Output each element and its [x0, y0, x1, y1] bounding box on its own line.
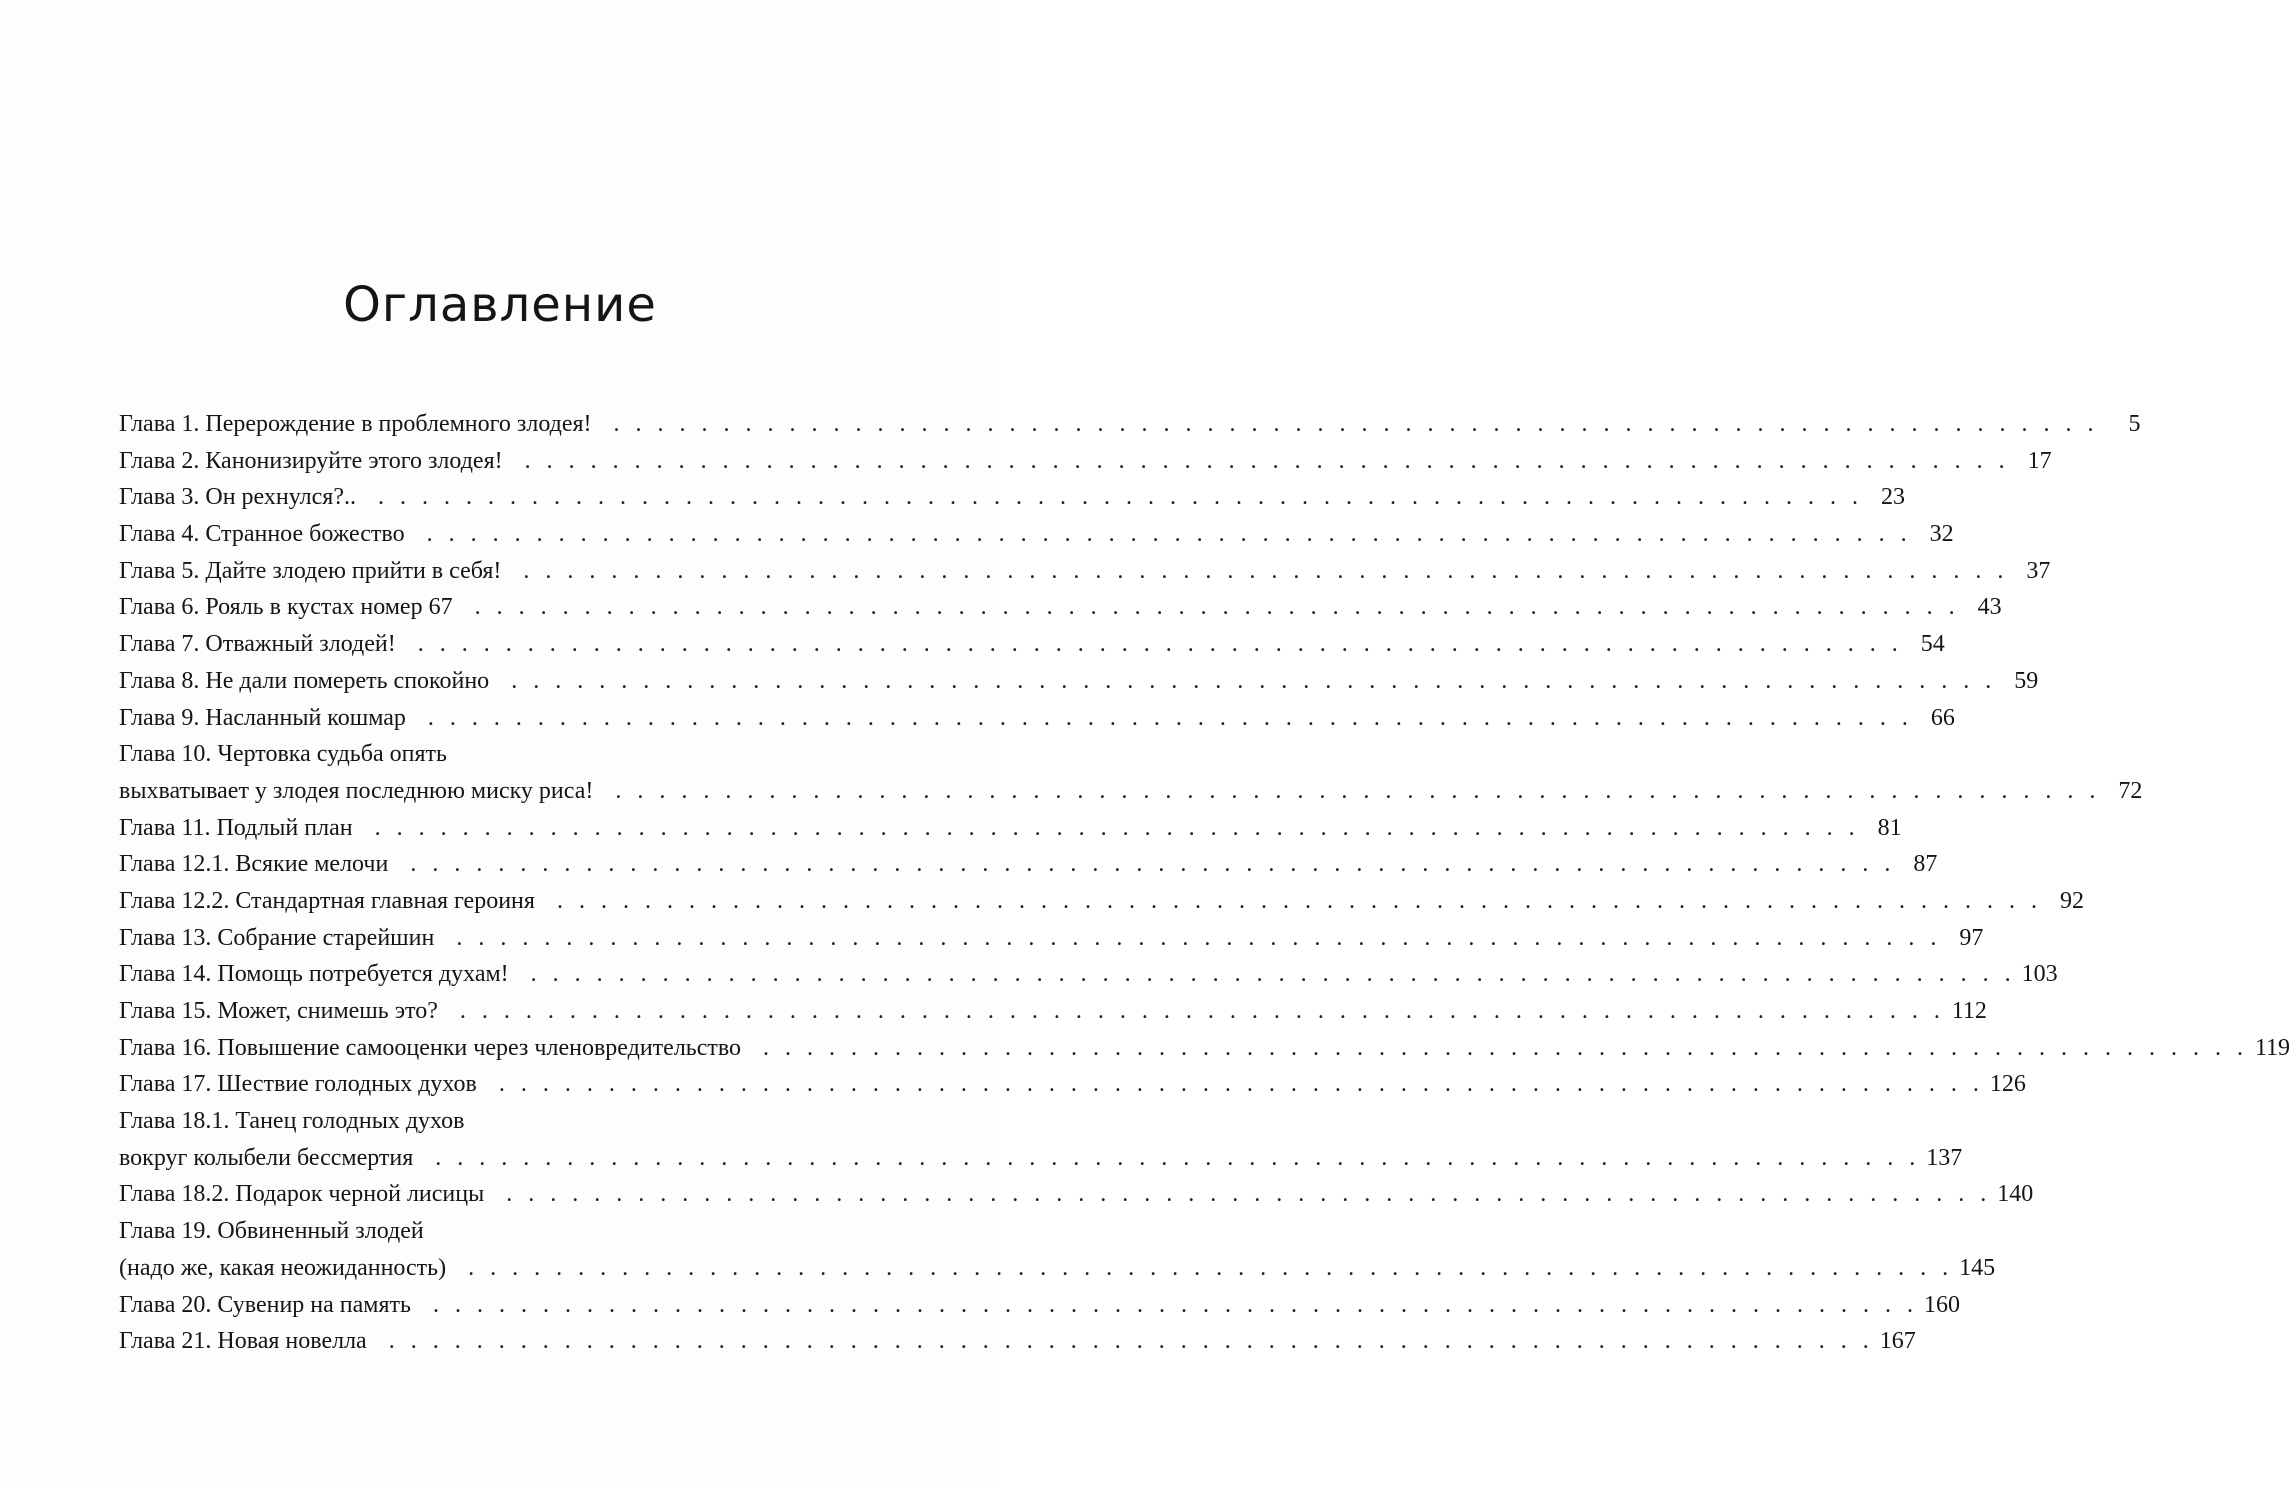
toc-entry-title: Глава 18.1. Танец голодных духов [119, 1108, 465, 1135]
toc-entry-title: Глава 14. Помощь потребуется духам! [119, 961, 509, 988]
toc-entry-title: Глава 15. Может, снимешь это? [119, 998, 438, 1024]
toc-entry-title: Глава 1. Перерождение в проблемного злодея! [119, 411, 592, 437]
toc-entry-title: Глава 20. Сувенир на память [119, 1291, 411, 1318]
dot-leader: . . . . . . . . . . . . . . . . . . . . . . . . . . . . . . . . . . . . . . . . . . . . . . . . . . . . . . . . . . . . . . . . . . . . [459, 998, 1945, 1024]
toc-entry [119, 773, 2143, 810]
dot-leader: . . . . . . . . . . . . . . . . . . . . . . . . . . . . . . . . . . . . . . . . . . . . . . . . . . . . . . . . . . . . . . . . . . . . [374, 814, 1860, 841]
dot-leader: . . . . . . . . . . . . . . . . . . . . . . . . . . . . . . . . . . . . . . . . . . . . . . . . . . . . . . . . . . . . . . . . . . . . [511, 667, 1997, 694]
toc-entry-title: Глава 19. Обвиненный злодей [119, 1218, 424, 1245]
toc-page-number: 87 [1913, 851, 1938, 878]
toc-entry [119, 1250, 1996, 1287]
toc-entry [119, 626, 1945, 663]
toc-entry-title: Глава 3. Он рехнулся?.. [119, 484, 356, 511]
dot-leader: . . . . . . . . . . . . . . . . . . . . . . . . . . . . . . . . . . . . . . . . . . . . . . . . . . . . . . . . . . . . . . . . . . . . [378, 484, 1863, 511]
toc-page-number: 140 [1997, 1181, 2034, 1208]
toc-entry [119, 1213, 927, 1250]
toc-entry [119, 1287, 1960, 1324]
dot-leader: . . . . . . . . . . . . . . . . . . . . . . . . . . . . . . . . . . . . . . . . . . . . . . . . . . . . . . . . . . . . . . . . . . . . [417, 631, 1903, 658]
toc-entry-title: Глава 5. Дайте злодею прийти в себя! [119, 557, 502, 584]
toc-page-number: 145 [1959, 1254, 1996, 1281]
toc-entry-title: Глава 8. Не дали помереть спокойно [119, 667, 490, 694]
toc-entry-title: Глава 18.2. Подарок черной лисицы [119, 1181, 485, 1208]
toc-entry-title: Глава 12.1. Всякие мелочи [119, 851, 389, 878]
toc-page-number: 97 [1959, 924, 1984, 951]
toc-page-number: 112 [1951, 998, 1987, 1024]
toc-page-number: 17 [2027, 447, 2052, 474]
dot-leader: . . . . . . . . . . . . . . . . . . . . . . . . . . . . . . . . . . . . . . . . . . . . . . . . . . . . . . . . . . . . . . . . . . . . [388, 1328, 1874, 1355]
dot-leader: . . . . . . . . . . . . . . . . . . . . . . . . . . . . . . . . . . . . . . . . . . . . . . . . . . . . . . . . . . . . . . . . . . . . [426, 521, 1912, 548]
toc-entry [119, 920, 1984, 957]
toc-page-number: 92 [2059, 887, 2084, 914]
toc-entry [119, 1030, 2290, 1067]
toc-page-number: 54 [1920, 631, 1945, 658]
toc-entry-title: Глава 11. Подлый план [119, 814, 353, 841]
toc-entry [119, 443, 2052, 480]
dot-leader: . . . . . . . . . . . . . . . . . . . . . . . . . . . . . . . . . . . . . . . . . . . . . . . . . . . . . . . . . . . . . . . . . . . . [524, 447, 2010, 474]
toc-page-number: 32 [1929, 521, 1954, 548]
toc-entry [119, 736, 927, 773]
toc-entry [119, 956, 2058, 993]
dot-leader: . . . . . . . . . . . . . . . . . . . . . . . . . . . . . . . . . . . . . . . . . . . . . . . . . . . . . . . . . . . . . . . . . . . . [468, 1254, 1954, 1281]
dot-leader: . . . . . . . . . . . . . . . . . . . . . . . . . . . . . . . . . . . . . . . . . . . . . . . . . . . . . . . . . . . . . . . . . . . . [456, 924, 1942, 951]
toc-entry-title: Глава 6. Рояль в кустах номер 67 [119, 594, 453, 621]
toc-entry-title: (надо же, какая неожиданность) [119, 1254, 447, 1281]
toc-page-number: 5 [2128, 411, 2141, 437]
toc-entry-title: Глава 7. Отважный злодей! [119, 631, 396, 658]
dot-leader: . . . . . . . . . . . . . . . . . . . . . . . . . . . . . . . . . . . . . . . . . . . . . . . . . . . . . . . . . . . . . . . . . . . . [613, 411, 2099, 437]
toc-entry [119, 1066, 2026, 1103]
dot-leader: . . . . . . . . . . . . . . . . . . . . . . . . . . . . . . . . . . . . . . . . . . . . . . . . . . . . . . . . . . . . . . . . . . . . [435, 1144, 1921, 1171]
toc-entry-title: Глава 12.2. Стандартная главная героиня [119, 887, 535, 914]
dot-leader: . . . . . . . . . . . . . . . . . . . . . . . . . . . . . . . . . . . . . . . . . . . . . . . . . . . . . . . . . . . . . . . . . . . . [474, 594, 1960, 621]
table-of-contents [119, 406, 2290, 1360]
toc-entry [119, 516, 1954, 553]
dot-leader: . . . . . . . . . . . . . . . . . . . . . . . . . . . . . . . . . . . . . . . . . . . . . . . . . . . . . . . . . . . . . . . . . . . . [506, 1181, 1992, 1208]
toc-entry-title: Глава 17. Шествие голодных духов [119, 1071, 477, 1098]
toc-entry-title: Глава 2. Канонизируйте этого злодея! [119, 447, 503, 474]
toc-page-number: 59 [2014, 667, 2039, 694]
toc-entry-title: Глава 16. Повышение самооценки через членовредительство [119, 1034, 742, 1061]
toc-page-number: 66 [1930, 704, 1955, 731]
dot-leader: . . . . . . . . . . . . . . . . . . . . . . . . . . . . . . . . . . . . . . . . . . . . . . . . . . . . . . . . . . . . . . . . . . . . [556, 887, 2042, 914]
toc-page-number: 23 [1881, 484, 1905, 511]
toc-entry [119, 1103, 927, 1140]
toc-page-number: 137 [1926, 1144, 1963, 1171]
dot-leader: . . . . . . . . . . . . . . . . . . . . . . . . . . . . . . . . . . . . . . . . . . . . . . . . . . . . . . . . . . . . . . . . . . . . [523, 557, 2009, 584]
dot-leader: . . . . . . . . . . . . . . . . . . . . . . . . . . . . . . . . . . . . . . . . . . . . . . . . . . . . . . . . . . . . . . . . . . . . [410, 851, 1896, 878]
toc-page-number: 37 [2026, 557, 2051, 584]
toc-entry-title: Глава 9. Насланный кошмар [119, 704, 406, 731]
toc-entry [119, 700, 1955, 737]
toc-entry [119, 553, 2051, 590]
toc-entry [119, 479, 1905, 516]
toc-entry [119, 810, 1902, 847]
toc-entry-title: Глава 4. Странное божество [119, 521, 405, 548]
toc-entry-title: выхватывает у злодея последнюю миску риса! [119, 777, 594, 804]
dot-leader: . . . . . . . . . . . . . . . . . . . . . . . . . . . . . . . . . . . . . . . . . . . . . . . . . . . . . . . . . . . . . . . . . . . . [615, 777, 2101, 804]
toc-entry [119, 846, 1938, 883]
toc-page-number: 126 [1989, 1071, 2026, 1098]
toc-entry [119, 1176, 2034, 1213]
toc-page-number: 103 [2021, 961, 2058, 988]
toc-entry [119, 883, 2084, 920]
page-title: Оглавление [343, 277, 657, 333]
dot-leader: . . . . . . . . . . . . . . . . . . . . . . . . . . . . . . . . . . . . . . . . . . . . . . . . . . . . . . . . . . . . . . . . . . . . [432, 1291, 1918, 1318]
toc-entry-title: вокруг колыбели бессмертия [119, 1144, 414, 1171]
toc-page-number: 167 [1879, 1328, 1916, 1355]
toc-entry [119, 406, 2141, 443]
dot-leader: . . . . . . . . . . . . . . . . . . . . . . . . . . . . . . . . . . . . . . . . . . . . . . . . . . . . . . . . . . . . . . . . . . . . [530, 961, 2016, 988]
toc-entry [119, 589, 2002, 626]
toc-page-number: 72 [2118, 777, 2143, 804]
toc-entry [119, 1140, 1963, 1177]
toc-page-number: 43 [1977, 594, 2002, 621]
toc-page-number: 81 [1877, 814, 1902, 841]
toc-entry-title: Глава 10. Чертовка судьба опять [119, 741, 447, 768]
toc-entry [119, 993, 1987, 1030]
dot-leader: . . . . . . . . . . . . . . . . . . . . . . . . . . . . . . . . . . . . . . . . . . . . . . . . . . . . . . . . . . . . . . . . . . . . [427, 704, 1913, 731]
toc-entry [119, 1323, 1916, 1360]
toc-page-number: 119 [2254, 1034, 2290, 1061]
toc-entry-title: Глава 13. Собрание старейшин [119, 924, 435, 951]
toc-page-number: 160 [1923, 1291, 1960, 1318]
toc-entry [119, 663, 2039, 700]
dot-leader: . . . . . . . . . . . . . . . . . . . . . . . . . . . . . . . . . . . . . . . . . . . . . . . . . . . . . . . . . . . . . . . . . . . . [498, 1071, 1984, 1098]
toc-entry-title: Глава 21. Новая новелла [119, 1328, 367, 1355]
dot-leader: . . . . . . . . . . . . . . . . . . . . . . . . . . . . . . . . . . . . . . . . . . . . . . . . . . . . . . . . . . . . . . . . . . . . [763, 1034, 2249, 1061]
